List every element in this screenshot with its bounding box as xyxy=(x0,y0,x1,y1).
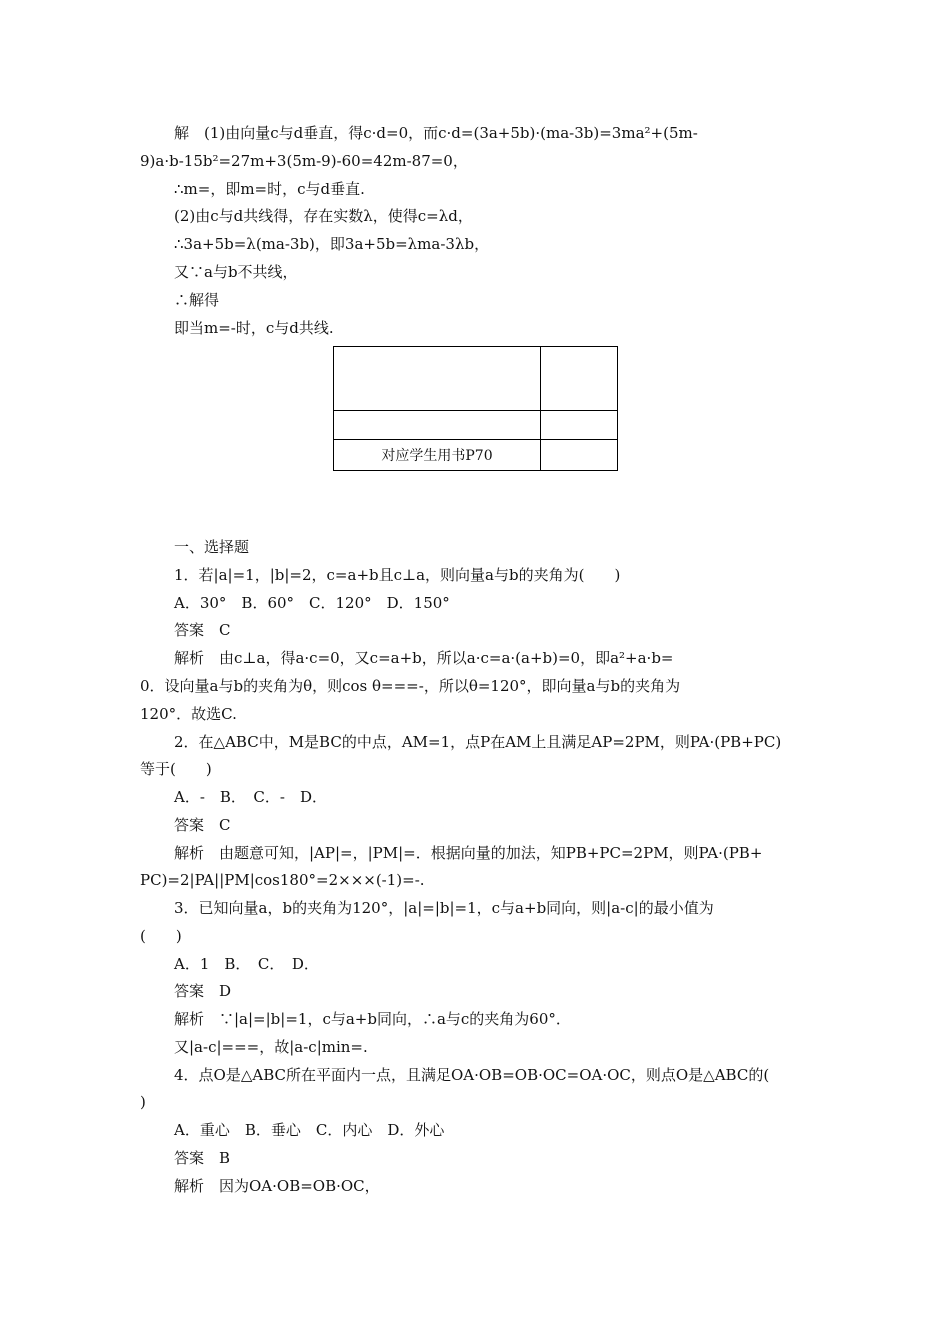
text-line: (2)由c与d共线得，存在实数λ，使得c=λd， xyxy=(174,207,473,225)
text-line: 等于( ) xyxy=(140,760,212,778)
options-4: A．重心 B．垂心 C．内心 D．外心 xyxy=(174,1121,445,1139)
section-heading: 一、选择题 xyxy=(174,538,250,556)
text-line: 解 (1)由向量c与d垂直，得c·d=0，而c·d=(3a+5b)·(ma-3b)=3ma²+(5m- xyxy=(174,124,698,142)
analysis-2: 解析 由题意可知，|AP|=，|PM|=．根据向量的加法，知PB+PC=2PM，则PA·(PB+ xyxy=(174,844,763,862)
options-3: A．1 B． C． D． xyxy=(174,955,319,973)
text-line: 又|a-c|===，故|a-c|min=. xyxy=(174,1038,368,1056)
table-cell xyxy=(541,347,618,411)
options-2: A．- B． C．- D． xyxy=(174,788,327,806)
answer-2: 答案 C xyxy=(174,816,231,834)
answer-4: 答案 B xyxy=(174,1149,231,1167)
table-cell xyxy=(541,440,618,471)
analysis-4: 解析 因为OA·OB=OB·OC， xyxy=(174,1177,380,1195)
table-cell xyxy=(334,347,541,411)
analysis-3: 解析 ∵|a|=|b|=1，c与a+b同向，∴a与c的夹角为60°． xyxy=(174,1010,571,1028)
text-line: PC)=2|PA||PM|cos180°=2×××(-1)=-. xyxy=(140,871,425,889)
question-3: 3．已知向量a，b的夹角为120°，|a|=|b|=1，c与a+b同向，则|a-c|的最小值为 xyxy=(174,899,714,917)
text-line: 又∵a与b不共线， xyxy=(174,263,298,281)
text-line: 120°．故选C. xyxy=(140,705,237,723)
question-2: 2．在△ABC中，M是BC的中点，AM=1，点P在AM上且满足AP=2PM，则PA·(PB+PC) xyxy=(174,733,782,751)
text-line: 9)a·b-15b²=27m+3(5m-9)-60=42m-87=0， xyxy=(140,152,468,170)
table-cell xyxy=(541,411,618,440)
answer-3: 答案 D xyxy=(174,982,232,1000)
question-4: 4．点O是△ABC所在平面内一点，且满足OA·OB=OB·OC=OA·OC，则点O是△ABC的( xyxy=(174,1066,770,1084)
student-book-reference-table xyxy=(333,346,618,471)
question-1: 1．若|a|=1，|b|=2，c=a+b且c⊥a，则向量a与b的夹角为( ) xyxy=(174,566,621,584)
text-line: ) xyxy=(140,1093,146,1111)
analysis-1: 解析 由c⊥a，得a·c=0，又c=a+b，所以a·c=a·(a+b)=0，即a²+a·b= xyxy=(174,649,674,667)
table-cell xyxy=(334,411,541,440)
text-line: ∴3a+5b=λ(ma-3b)，即3a+5b=λma-3λb， xyxy=(174,235,490,253)
answer-1: 答案 C xyxy=(174,621,231,639)
text-line: 0．设向量a与b的夹角为θ，则cos θ===-，所以θ=120°，即向量a与b的夹角为 xyxy=(140,677,681,695)
text-line: ( ) xyxy=(140,927,182,945)
text-line: ∴解得 xyxy=(174,291,220,309)
table-label: 对应学生用书P70 xyxy=(334,440,541,471)
text-line: ∴m=，即m=时，c与d垂直. xyxy=(174,180,365,198)
text-line: 即当m=-时，c与d共线. xyxy=(174,319,334,337)
options-1: A．30° B．60° C．120° D．150° xyxy=(174,594,450,612)
